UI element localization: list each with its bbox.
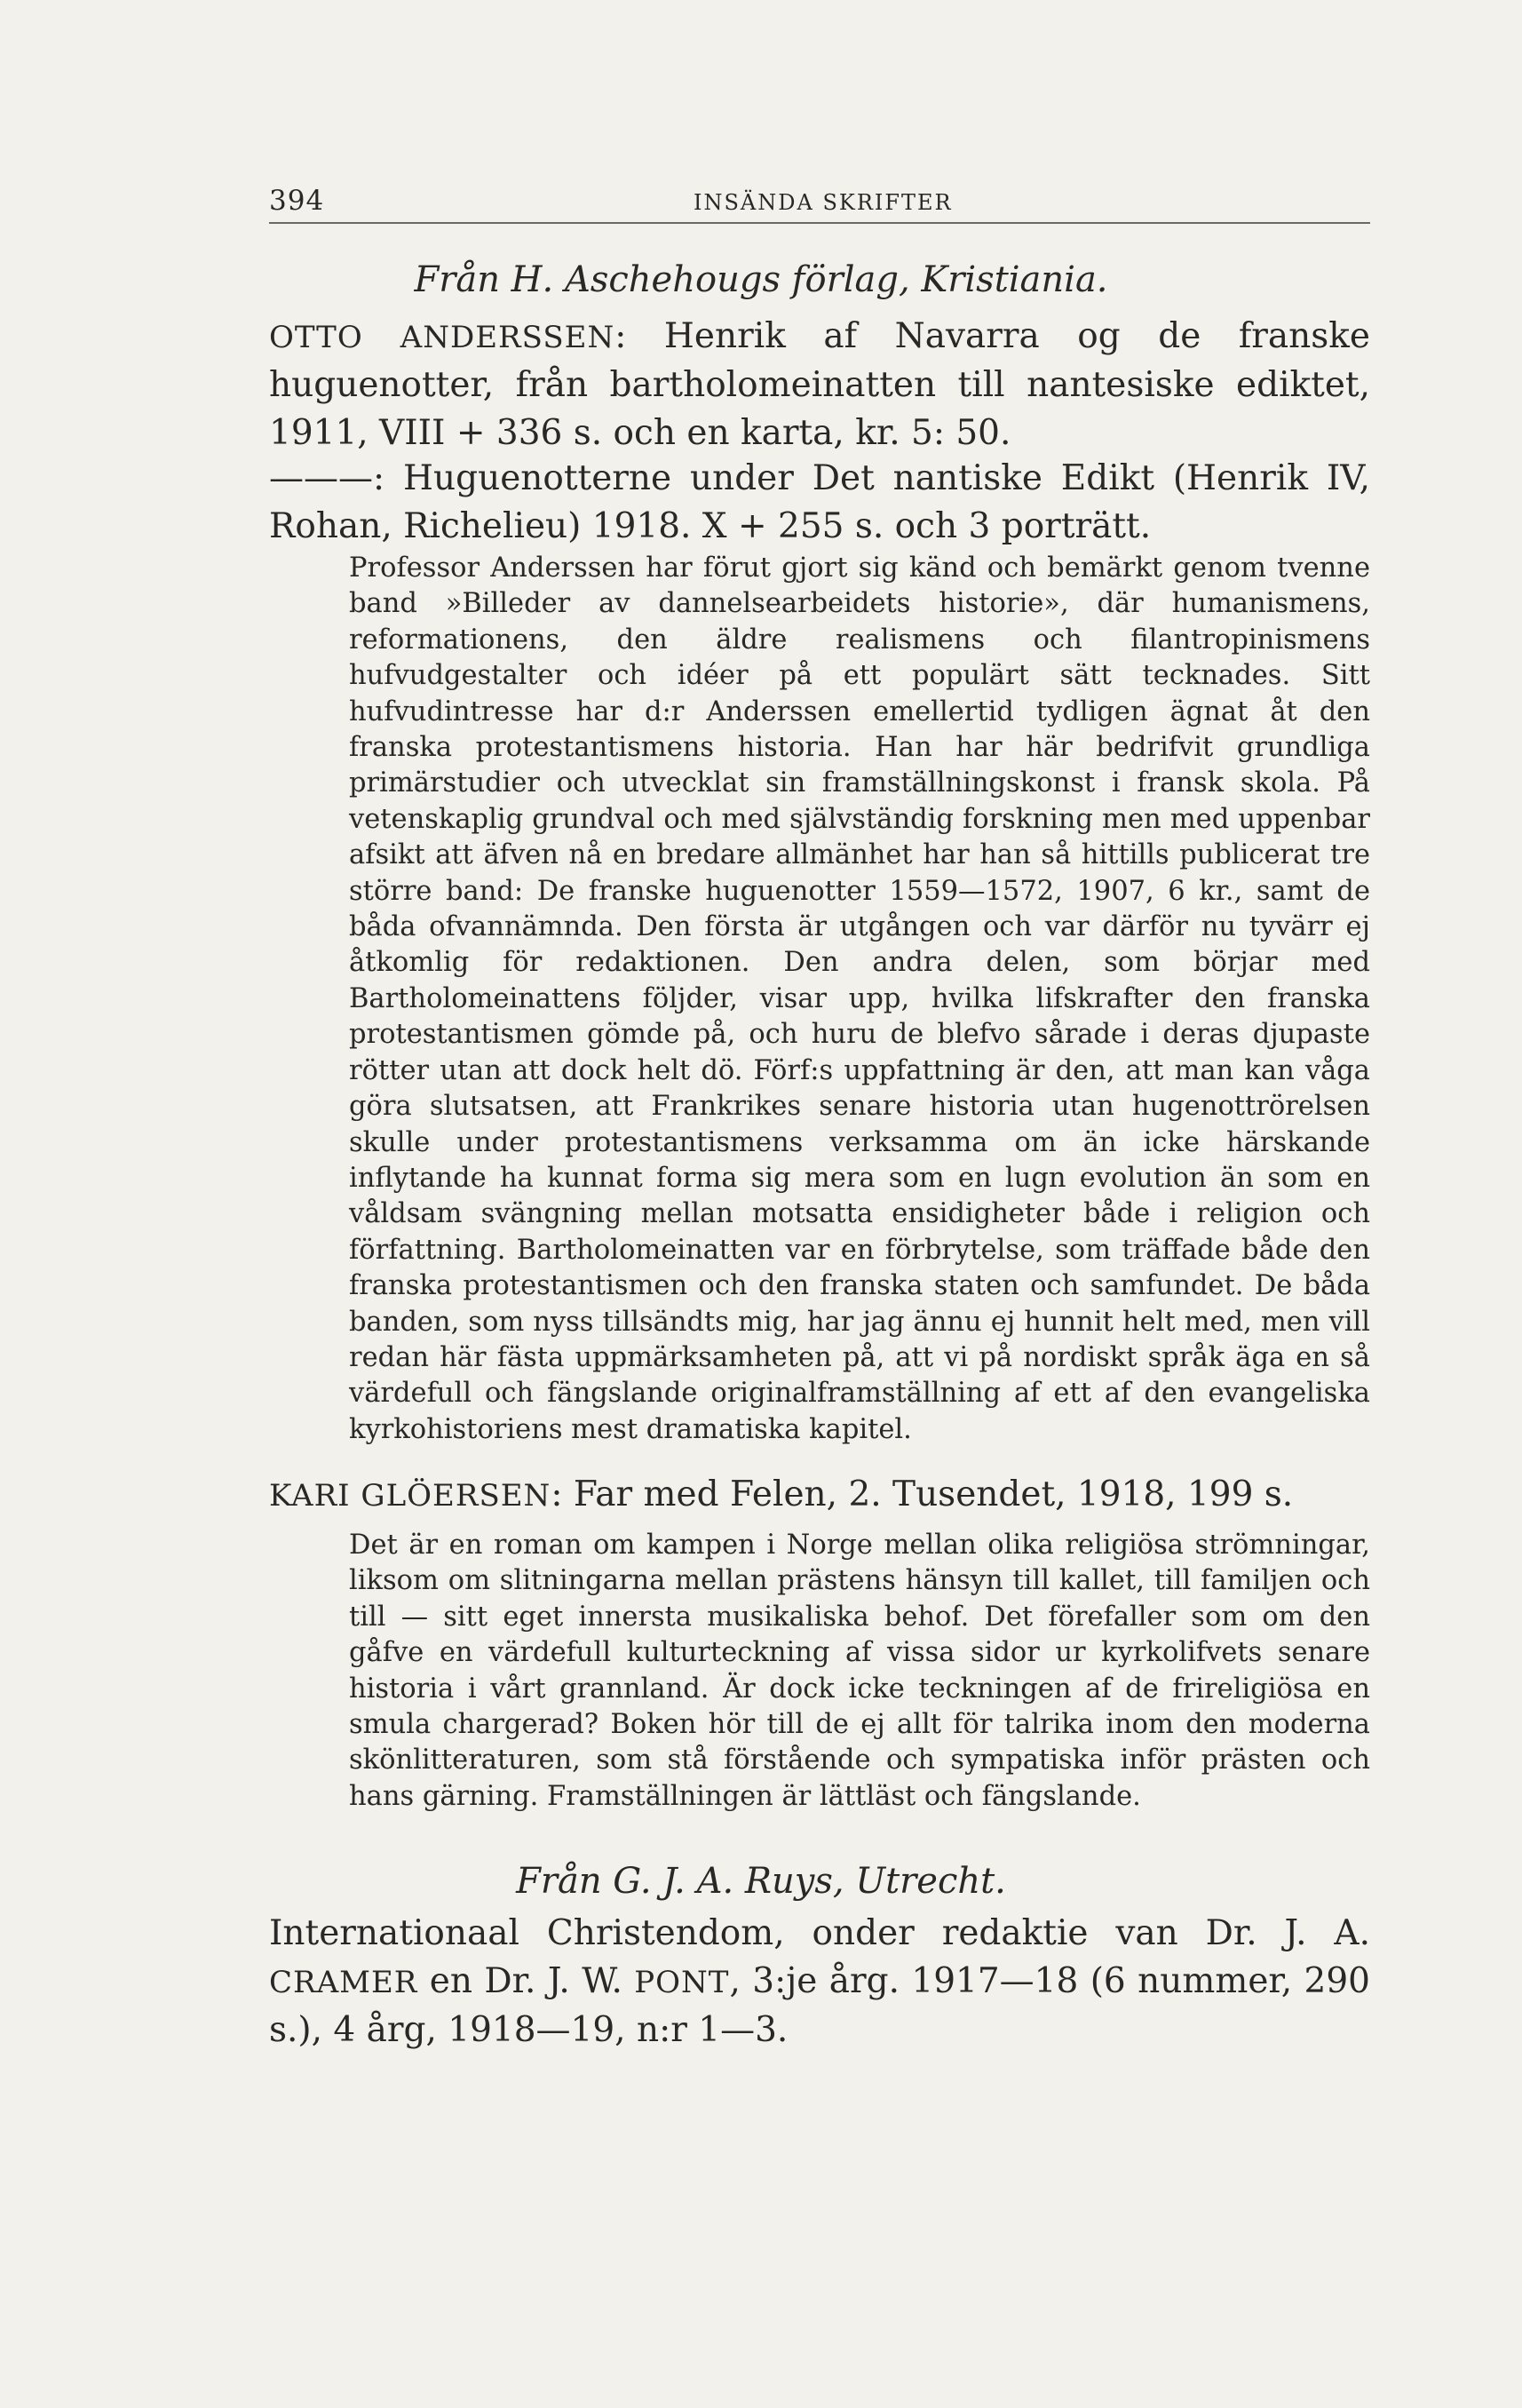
entry-anderssen-huguenotterne (269, 455, 1370, 551)
header-rule (269, 222, 1370, 224)
editor-name: CRAMER (269, 1965, 418, 2000)
review-gloersen (349, 1528, 1370, 1815)
author-name: KARI GLÖERSEN (269, 1478, 551, 1514)
review-paragraph: Det är en roman om kampen i Norge mellan olika religiösa strömningar, liksom om slitningarna mellan prästens hänsyn till kallet, till familjen och till — sitt eget innersta musikaliska behof. Det förefaller som om den gåfve en värdefull kulturteckning af vissa sidor ur kyrkolifvets senare historia i vårt grannland. Är dock icke teckningen af de frireligiösa en smula chargerad? Boken hör till de ej allt för talrika inom den moderna skönlitteraturen, som stå förstående och sympatiska inför prästen och hans gärning. Framställningen är lättläst och fängslande. (349, 1530, 1370, 1812)
header-title: INSÄNDA SKRIFTER (694, 190, 953, 215)
author-name: OTTO ANDERSSEN (269, 320, 615, 355)
entry-rest-text: , 3:je årg. 1917—18 (6 nummer, 290 s.), 4 årg, 1918—19, n:r 1—3. (269, 1961, 1370, 2050)
review-anderssen (349, 551, 1370, 1448)
entry-internationaal-christendom (269, 1910, 1370, 2054)
entry-gloersen (269, 1471, 1370, 1520)
publisher-heading-ruys: Från G. J. A. Ruys, Utrecht. (516, 1861, 1006, 1902)
publisher-heading-aschehoug: Från H. Aschehougs förlag, Kristiania. (414, 259, 1108, 300)
editor-name: PONT (634, 1965, 730, 2000)
entry-title-text: Internationaal Christendom, onder redaktie van Dr. J. A. (269, 1913, 1370, 1953)
entry-text: : Far med Felen, 2. Tusendet, 1918, 199 s. (551, 1474, 1294, 1514)
running-head (269, 185, 1370, 220)
review-paragraph: Professor Anderssen har förut gjort sig känd och bemärkt genom tvenne band »Billeder av dannelsearbeidets historie», där humanismens, reformationens, den äldre realismens och filantropinismens hufvudgestalter och idéer på ett populärt sätt tecknades. Sitt hufvudintresse har d:r Anderssen emellertid tydligen ägnat åt den franska protestantismens historia. Han har här bedrifvit grundliga primärstudier och utvecklat sin framställningskonst i fransk skola. På vetenskaplig grundval och med självständig forskning men med uppenbar afsikt att äfven nå en bredare allmänhet har han så hittills publicerat tre större band: De franske huguenotter 1559—1572, 1907, 6 kr., samt de båda ofvannämnda. Den första är utgången och var därför nu tyvärr ej åtkomlig för redaktionen. Den andra delen, som börjar med Bartholomeinattens följder, visar upp, hvilka lifskrafter den franska protestantismen gömde på, och huru de blefvo sårade i deras djupaste rötter utan att dock helt dö. Förf:s uppfattning är den, att man kan våga göra slutsatsen, att Frankrikes senare historia utan hugenottrörelsen skulle under protestantismens verksamma om än icke härskande inflytande ha kunnat forma sig mera som en lugn evolution än som en våldsam svängning mellan motsatta ensidigheter både i religion och författning. Bartholomeinatten var en förbrytelse, som träffade både den franska protestantismen och den franska staten och samfundet. De båda banden, som nyss tillsändts mig, har jag ännu ej hunnit helt med, men vill redan här fästa uppmärksamheten på, att vi på nordiskt språk äga en så värdefull och fängslande originalframställning af ett af den evangeliska kyrkohistoriens mest dramatiska kapitel. (349, 552, 1370, 1445)
entry-anderssen-navarra (269, 313, 1370, 457)
entry-text: : Huguenotterne under Det nantiske Edikt (Henrik IV, Rohan, Richelieu) 1918. X + 255 s. och 3 porträtt. (269, 458, 1370, 546)
page-number: 394 (269, 185, 325, 217)
entry-mid-text: en Dr. J. W. (417, 1961, 635, 2001)
ditto-dash: ——— (269, 458, 373, 498)
entry-text: : Henrik af Navarra og de franske huguenotter, från bartholomeinatten till nantesiske ediktet, 1911, VIII + 336 s. och en karta, kr. 5: 50. (269, 316, 1370, 453)
